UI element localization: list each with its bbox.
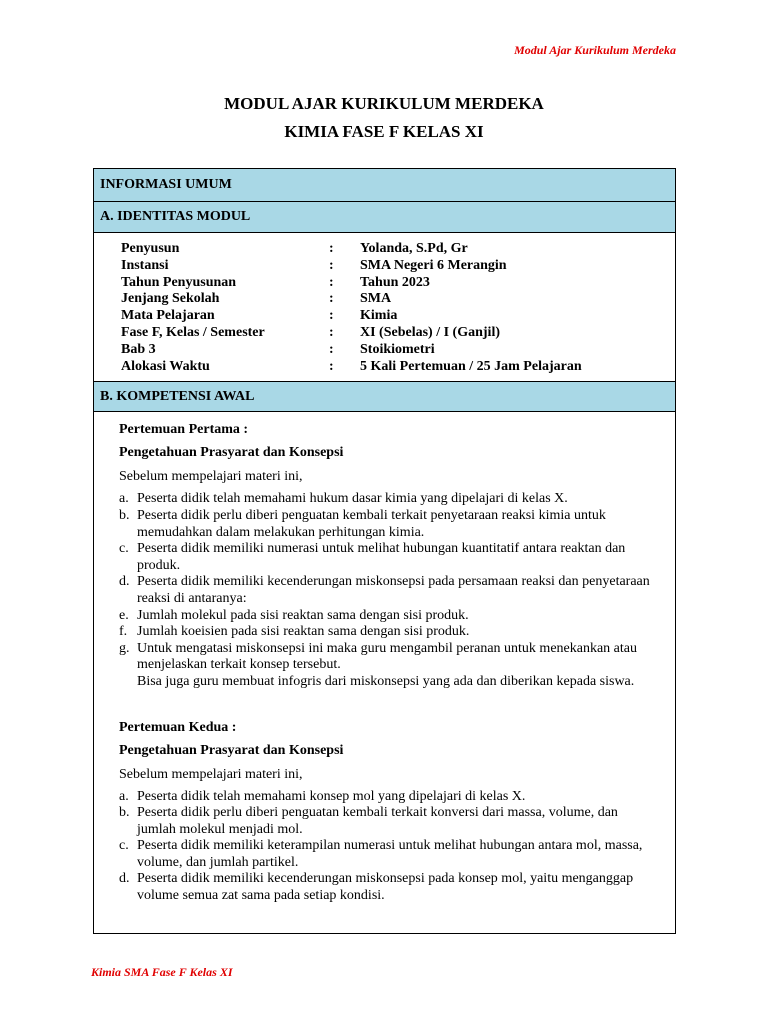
identitas-value: XI (Sebelas) / I (Ganjil) [360,324,500,340]
list-marker: d. [119,871,130,887]
section-identitas-modul: A. IDENTITAS MODUL [94,202,675,233]
identitas-label: Mata Pelajaran [121,308,215,324]
list-marker: e. [119,607,129,623]
identitas-row [94,325,675,342]
section-informasi-umum: INFORMASI UMUM [94,169,675,202]
identitas-value: Tahun 2023 [360,274,430,290]
identitas-colon: : [329,324,334,340]
meeting-intro: Sebelum mempelajari materi ini, [119,469,303,485]
list-text: Peserta didik telah memahami hukum dasar kimia yang dipelajari di kelas X. [137,491,568,507]
meeting-title: Pertemuan Kedua : [119,719,237,735]
identitas-row [94,258,675,275]
section-kompetensi-awal: B. KOMPETENSI AWAL [94,381,675,412]
list-text: Peserta didik telah memahami konsep mol yang dipelajari di kelas X. [137,788,526,804]
list-text: Jumlah koeisien pada sisi reaktan sama dengan sisi produk. [137,624,470,640]
list-item [119,805,655,838]
identitas-label: Penyusun [121,241,180,256]
meeting-note: Bisa juga guru membuat infogris dari miskonsepsi yang ada dan diberikan kepada siswa. [137,673,635,689]
list-item [119,789,655,806]
document-title: MODUL AJAR KURIKULUM MERDEKA [224,94,544,113]
list-item [119,624,655,641]
identitas-row [94,275,675,292]
identitas-row [94,342,675,359]
identitas-label: Tahun Penyusunan [121,274,237,290]
identitas-value: 5 Kali Pertemuan / 25 Jam Pelajaran [360,358,582,374]
meeting-list [119,491,655,674]
identitas-colon: : [329,274,334,290]
identitas-row [94,308,675,325]
running-header: Modul Ajar Kurikulum Merdeka [514,43,676,57]
list-text: Peserta didik memiliki kecenderungan miskonsepsi pada konsep mol, yaitu menganggap volume semua zat sama pada setiap kondisi. [137,871,634,904]
list-item [119,491,655,508]
identitas-label: Fase F, Kelas / Semester [121,324,265,340]
list-text: Untuk mengatasi miskonsepsi ini maka guru mengambil peranan untuk menekankan atau menjelaskan terkait konsep tersebut. [137,640,637,673]
running-footer: Kimia SMA Fase F Kelas XI [91,965,233,979]
list-marker: a. [119,491,129,507]
list-text: Peserta didik memiliki keterampilan numerasi untuk melihat hubungan antara mol, massa, volume, dan jumlah partikel. [137,838,643,870]
identitas-row [94,241,675,258]
identitas-colon: : [329,358,334,374]
list-marker: f. [119,624,128,640]
identitas-colon: : [329,241,334,256]
identitas-colon: : [329,341,334,357]
identitas-label: Alokasi Waktu [121,358,210,374]
meeting-subtitle: Pengetahuan Prasyarat dan Konsepsi [119,445,344,461]
meeting-intro: Sebelum mempelajari materi ini, [119,766,303,782]
list-item [119,541,655,574]
list-item [119,838,655,871]
list-marker: g. [119,640,130,656]
list-item [119,508,655,541]
identitas-label: Jenjang Sekolah [121,291,220,307]
list-item [119,608,655,625]
meeting-subtitle: Pengetahuan Prasyarat dan Konsepsi [119,742,344,758]
list-text: Peserta didik perlu diberi penguatan kembali terkait konversi dari massa, volume, dan jumlah molekul menjadi mol. [137,805,618,837]
meeting-list [119,789,655,905]
identitas-label: Bab 3 [121,341,156,357]
list-item [119,574,655,607]
list-text: Peserta didik memiliki kecenderungan miskonsepsi pada persamaan reaksi dan penyetaraan reaksi di antaranya: [137,574,650,606]
list-item [119,641,655,674]
identitas-colon: : [329,257,334,273]
identitas-label: Instansi [121,257,169,273]
list-text: Jumlah molekul pada sisi reaktan sama dengan sisi produk. [137,607,469,623]
identitas-value: Yolanda, S.Pd, Gr [360,241,468,256]
meeting-1 [94,421,675,690]
identitas-colon: : [329,291,334,307]
list-marker: c. [119,838,129,854]
meeting-title: Pertemuan Pertama : [119,422,249,438]
list-marker: b. [119,805,130,821]
identitas-list [94,233,675,381]
list-text: Peserta didik memiliki numerasi untuk melihat hubungan kuantitatif antara reaktan dan produk. [137,541,626,573]
identitas-value: SMA Negeri 6 Merangin [360,257,507,273]
identitas-row [94,359,675,376]
module-box [93,168,676,934]
identitas-value: Kimia [360,308,398,324]
list-marker: a. [119,788,129,804]
list-marker: b. [119,507,130,523]
list-text: Peserta didik perlu diberi penguatan kembali terkait penyetaraan reaksi kimia untuk memudahkan dalam melakukan perhitungan kimia. [137,507,606,540]
identitas-row [94,291,675,308]
list-marker: d. [119,574,130,590]
list-item [119,871,655,904]
meeting-2 [94,719,675,905]
identitas-value: Stoikiometri [360,341,435,357]
list-marker: c. [119,541,129,557]
document-subtitle: KIMIA FASE F KELAS XI [284,122,484,141]
identitas-value: SMA [360,291,392,307]
identitas-colon: : [329,308,334,324]
